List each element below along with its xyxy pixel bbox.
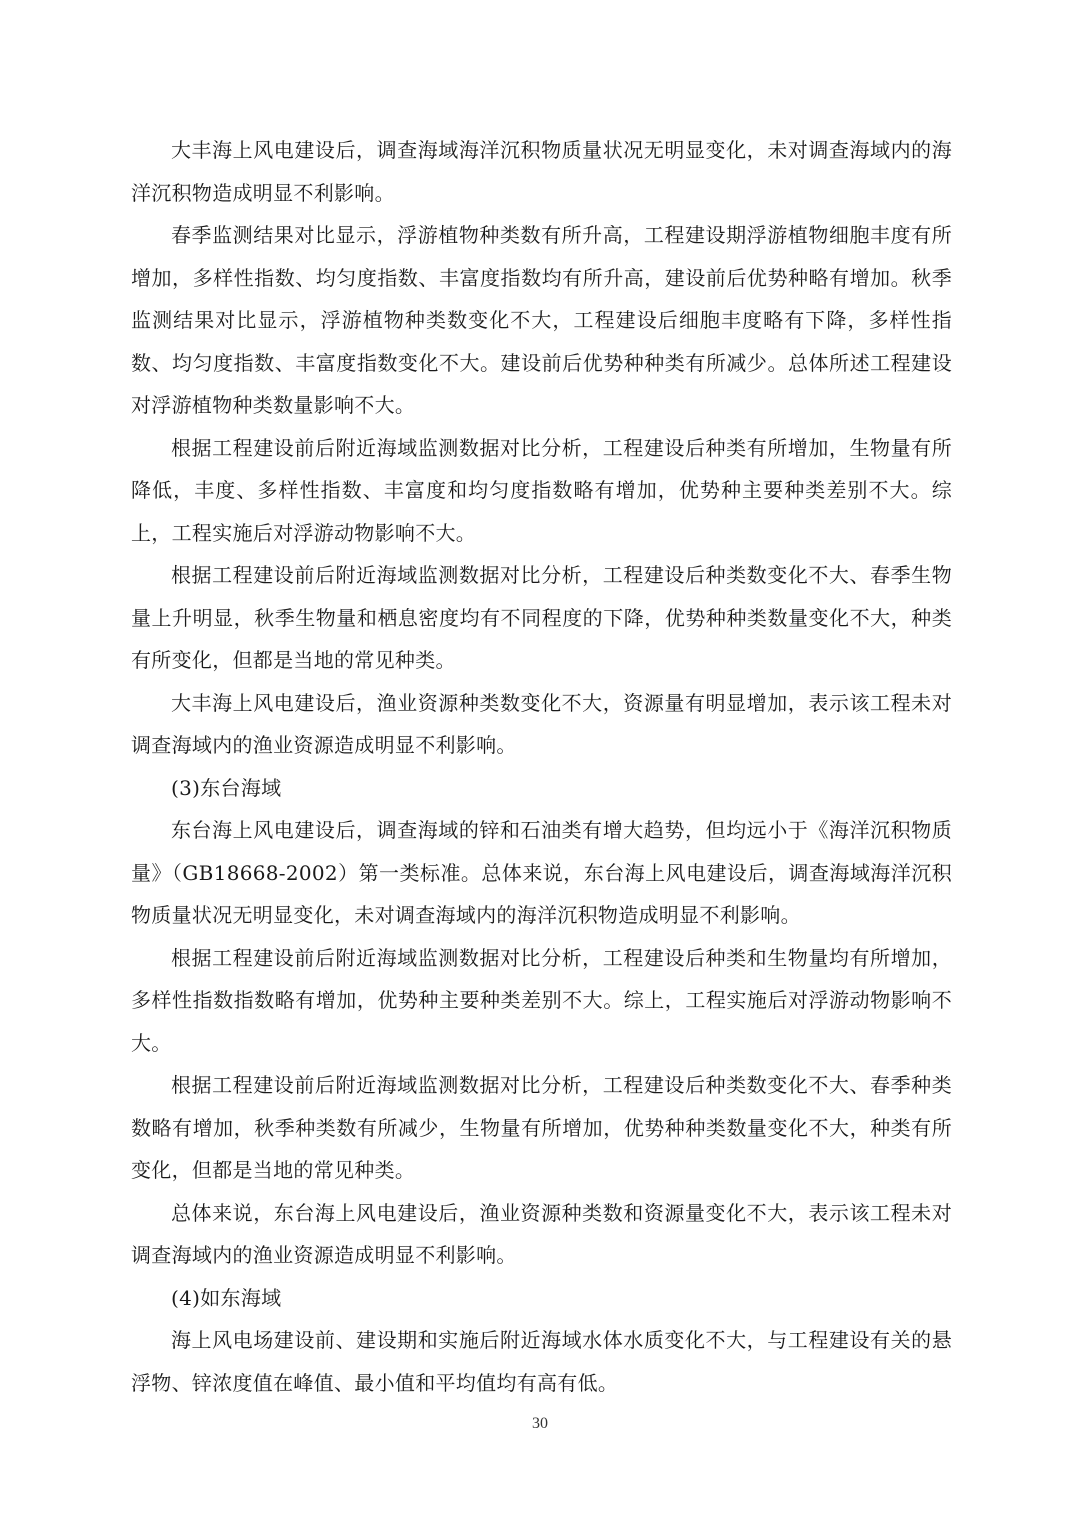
- paragraph-dafeng-sediment: 大丰海上风电建设后，调查海域海洋沉积物质量状况无明显变化，未对调查海域内的海洋沉积物造成明显不利影响。: [131, 138, 952, 205]
- page-number: 30: [532, 1415, 548, 1432]
- section-heading-rudong: (4)如东海域: [171, 1285, 282, 1310]
- paragraph-dafeng-phytoplankton: 春季监测结果对比显示，浮游植物种类数有所升高，工程建设期浮游植物细胞丰度有所增加，多样性指数、均匀度指数、丰富度指数均有所升高，建设前后优势种略有增加。秋季监测结果对比显示，浮游植物种类数变化不大，工程建设后细胞丰度略有下降，多样性指数、均匀度指数、丰富度指数变化不大。建设前后优势种种类有所减少。总体所述工程建设对浮游植物种类数量影响不大。: [131, 223, 952, 417]
- paragraph-dongtai-zooplankton: 根据工程建设前后附近海域监测数据对比分析，工程建设后种类和生物量均有所增加，多样性指数指数略有增加，优势种主要种类差别不大。综上，工程实施后对浮游动物影响不大。: [131, 945, 952, 1055]
- paragraph-dafeng-benthos: 根据工程建设前后附近海域监测数据对比分析，工程建设后种类数变化不大、春季生物量上升明显，秋季生物量和栖息密度均有不同程度的下降，优势种种类数量变化不大，种类有所变化，但都是当地的常见种类。: [131, 563, 952, 672]
- document-body: [131, 129, 952, 1404]
- paragraph-rudong-water-quality: 海上风电场建设前、建设期和实施后附近海域水体水质变化不大，与工程建设有关的悬浮物、锌浓度值在峰值、最小值和平均值均有高有低。: [131, 1328, 952, 1395]
- section-heading-dongtai: (3)东台海域: [171, 775, 282, 800]
- paragraph-dafeng-fishery: 大丰海上风电建设后，渔业资源种类数变化不大，资源量有明显增加，表示该工程未对调查海域内的渔业资源造成明显不利影响。: [131, 690, 952, 757]
- paragraph-dafeng-zooplankton: 根据工程建设前后附近海域监测数据对比分析，工程建设后种类有所增加，生物量有所降低，丰度、多样性指数、丰富度和均匀度指数略有增加，优势种主要种类差别不大。综上，工程实施后对浮游动物影响不大。: [131, 435, 952, 545]
- paragraph-dongtai-sediment: 东台海上风电建设后，调查海域的锌和石油类有增大趋势，但均远小于《海洋沉积物质量》（GB18668-2002）第一类标准。总体来说，东台海上风电建设后，调查海域海洋沉积物质量状况无明显变化，未对调查海域内的海洋沉积物造成明显不利影响。: [131, 818, 952, 927]
- paragraph-dongtai-benthos: 根据工程建设前后附近海域监测数据对比分析，工程建设后种类数变化不大、春季种类数略有增加，秋季种类数有所减少，生物量有所增加，优势种种类数量变化不大，种类有所变化，但都是当地的常见种类。: [131, 1073, 952, 1182]
- paragraph-dongtai-fishery: 总体来说，东台海上风电建设后，渔业资源种类数和资源量变化不大，表示该工程未对调查海域内的渔业资源造成明显不利影响。: [131, 1200, 952, 1267]
